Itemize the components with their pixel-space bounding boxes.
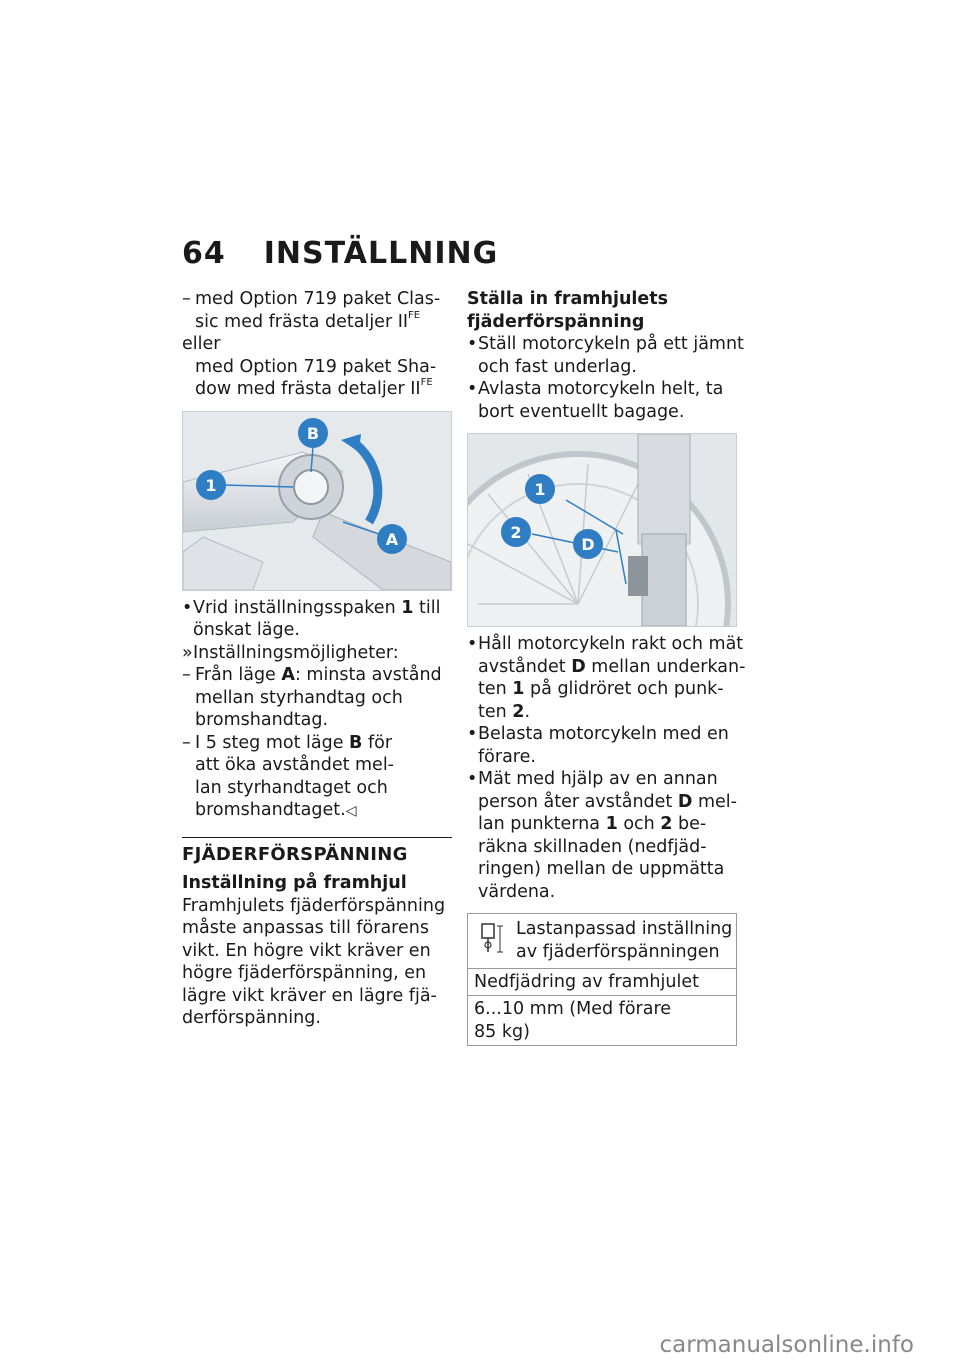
page-title: INSTÄLLNING — [263, 236, 499, 271]
result-options: » Inställningsmöjligheter: — [182, 642, 399, 663]
svg-text:1: 1 — [205, 475, 217, 495]
svg-text:1: 1 — [534, 480, 546, 499]
step-load-rider: • Belasta motorcykeln med en förare. — [467, 724, 729, 767]
end-of-section-icon: ◁ — [345, 803, 357, 819]
lever-illustration — [183, 412, 451, 590]
spec-header: Lastanpassad inställning av fjäderförspänningen — [468, 914, 736, 968]
step-measure-loaded: • Mät med hjälp av en annan person åter avståndet D mel- lan punkterna 1 och 2 be- räkna skillnaden (nedfjäd- ringen) mellan de uppmätta värdena. — [467, 769, 737, 902]
section-divider — [182, 837, 452, 867]
option-shadow: med Option 719 paket Sha- dow med frästa detaljer $II^{FE}$ — [195, 356, 437, 399]
option-b: – I 5 steg mot läge B för att öka avståndet mel- lan styrhandtaget och bromshandtaget.◁ — [182, 732, 394, 820]
page-number: 64 — [182, 236, 226, 271]
step-rotate-lever: • Vrid inställningsspaken 1 till önskat läge. — [182, 597, 441, 640]
svg-text:B: B — [306, 423, 320, 443]
suspension-adjust-icon — [478, 918, 516, 965]
option-classic: – med Option 719 paket Clas- sic med frästa detaljer $II^{FE}$ — [182, 289, 441, 332]
svg-text:A: A — [385, 529, 399, 549]
subsection-title: Inställning på framhjul — [182, 873, 407, 893]
spec-label-row: Nedfjädring av framhjulet — [468, 968, 736, 996]
page-header — [182, 236, 498, 271]
section-title: FJÄDERFÖRSPÄNNING — [182, 843, 408, 865]
spec-table — [467, 913, 737, 1046]
right-column — [467, 288, 746, 1046]
step-level-ground: • Ställ motorcykeln på ett jämnt och fast underlag. — [467, 334, 744, 377]
step-unload: • Avlasta motorcykeln helt, ta bort eventuellt bagage. — [467, 379, 724, 422]
fork-illustration — [468, 434, 736, 626]
svg-text:D: D — [581, 535, 595, 554]
option-a: – Från läge A: minsta avstånd mellan styrhandtag och bromshandtag. — [182, 665, 442, 730]
step-measure-unloaded: • Håll motorcykeln rakt och mät avståndet D mellan underkan- ten 1 på glidröret och punk- ten 2. — [467, 634, 746, 722]
or-text: eller — [182, 334, 221, 354]
preload-paragraph: Framhjulets fjäderförspänning måste anpassas till förarens vikt. En högre vikt kräver en högre fjäderförspänning, en lägre vikt kräver en lägre fjä- derförspänning. — [182, 895, 446, 1028]
svg-text:2: 2 — [510, 523, 522, 542]
spec-value-row: 6...10 mm (Med förare 85 kg) — [468, 995, 736, 1045]
fork-measurement-figure — [467, 433, 737, 627]
watermark: carmanualsonline.info — [659, 1332, 914, 1358]
procedure-title: Ställa in framhjulets fjäderförspänning — [467, 289, 669, 332]
left-column — [182, 288, 452, 1030]
lever-adjustment-figure — [182, 411, 452, 591]
